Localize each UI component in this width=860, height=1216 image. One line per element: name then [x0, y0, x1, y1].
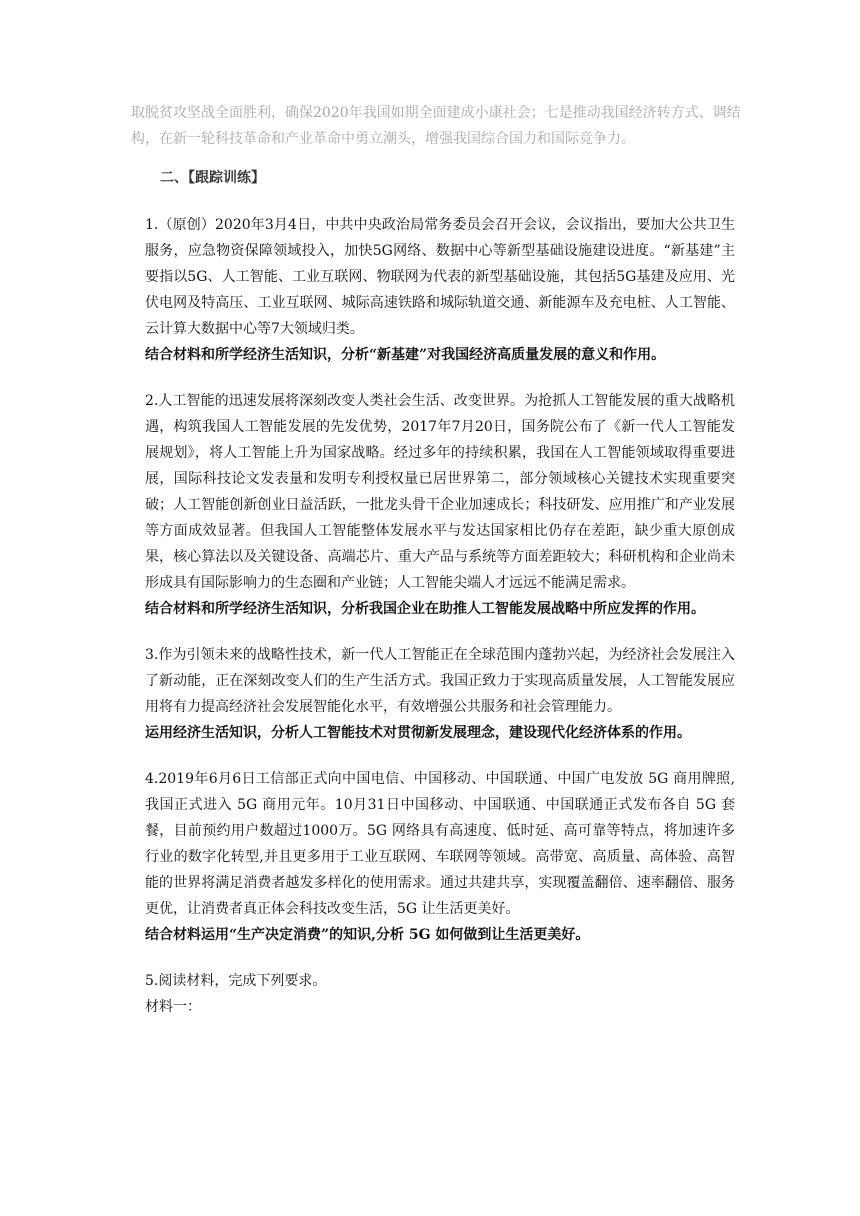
exercise-item-5 — [145, 968, 735, 1020]
exercise-item-2 — [145, 388, 735, 622]
section-title: 二、【跟踪训练】 — [160, 170, 265, 186]
exercise-list — [145, 212, 735, 1040]
previous-page-fragment: 取脱贫攻坚战全面胜利，确保2020年我国如期全面建成小康社会；七是推动我国经济转方式、调结构，在新一轮科技革命和产业革命中勇立潮头，增强我国综合国力和国际竞争力。 — [131, 105, 741, 147]
exercise-3-question: 运用经济生活知识，分析人工智能技术对贯彻新发展理念，建设现代化经济体系的作用。 — [145, 725, 691, 741]
exercise-2-material: 2.人工智能的迅速发展将深刻改变人类社会生活、改变世界。为抢抓人工智能发展的重大战略机遇，构筑我国人工智能发展的先发优势，2017年7月20日，国务院公布了《新一代人工智能发展规划》，将人工智能上升为国家战略。经过多年的持续积累，我国在人工智能领域取得重要进展，国际科技论文发表量和发明专利授权量已居世界第二，部分领域核心关键技术实现重要突破；人工智能创新创业日益活跃，一批龙头骨干企业加速成长；科技研发、应用推广和产业发展等方面成效显著。但我国人工智能整体发展水平与发达国家相比仍存在差距，缺少重大原创成果，核心算法以及关键设备、高端芯片、重大产品与系统等方面差距较大；科研机构和企业尚未形成具有国际影响力的生态圈和产业链；人工智能尖端人才远远不能满足需求。 — [145, 393, 735, 591]
exercise-5-material-label: 材料一： — [145, 999, 201, 1015]
exercise-5-instruction: 5.阅读材料，完成下列要求。 — [145, 973, 327, 989]
exercise-2-question: 结合材料和所学经济生活知识，分析我国企业在助推人工智能发展战略中所应发挥的作用。 — [145, 601, 705, 617]
exercise-1-material: 1.（原创）2020年3月4日，中共中央政治局常务委员会召开会议，会议指出，要加大公共卫生服务，应急物资保障领域投入，加快5G网络、数据中心等新型基础设施建设进度。“新基建”主要指以5G、人工智能、工业互联网、物联网为代表的新型基础设施，其包括5G基建及应用、光伏电网及特高压、工业互联网、城际高速铁路和城际轨道交通、新能源车及充电桩、人工智能、云计算大数据中心等7大领域归类。 — [145, 217, 735, 337]
exercise-item-1 — [145, 212, 735, 368]
exercise-4-material: 4.2019年6月6日工信部正式向中国电信、中国移动、中国联通、中国广电发放 5G 商用牌照,我国正式进入 5G 商用元年。10月31日中国移动、中国联通、中国联通正式发布各自 5G 套餐，目前预约用户数超过1000万。5G 网络具有高速度、低时延、高可靠等特点，将加速许多行业的数字化转型,并且更多用于工业互联网、车联网等领域。高带宽、高质量、高体验、高智能的世界将满足消费者越发多样化的使用需求。通过共建共享，实现覆盖翻倍、速率翻倍、服务更优，让消费者真正体会科技改变生活，5G 让生活更美好。 — [145, 771, 735, 917]
exercise-4-question: 结合材料运用“生产决定消费”的知识,分析 5G 如何做到让生活更美好。 — [145, 927, 590, 943]
exercise-item-3 — [145, 642, 735, 746]
exercise-3-material: 3.作为引领未来的战略性技术，新一代人工智能正在全球范围内蓬勃兴起，为经济社会发展注入了新动能，正在深刻改变人们的生产生活方式。我国正致力于实现高质量发展，人工智能发展应用将有力提高经济社会发展智能化水平，有效增强公共服务和社会管理能力。 — [145, 647, 735, 715]
exercise-1-question: 结合材料和所学经济生活知识，分析“新基建”对我国经济高质量发展的意义和作用。 — [145, 347, 666, 363]
exercise-item-4 — [145, 766, 735, 948]
